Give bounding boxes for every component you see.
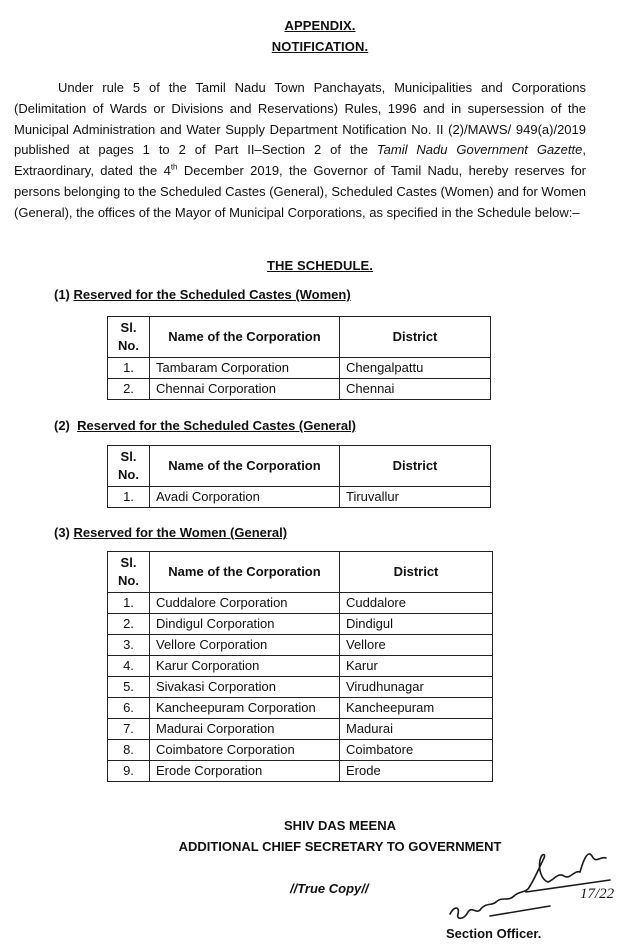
district-cell: Dindigul (340, 614, 493, 635)
table-header-row (108, 552, 493, 593)
paragraph-text-2: , Extraordinary, dated the 4 (14, 142, 586, 179)
sl-cell: 3. (108, 635, 150, 656)
schedule-table-1 (107, 316, 491, 400)
district-cell: Kancheepuram (340, 698, 493, 719)
section-heading-2 (54, 418, 356, 433)
district-header: District (340, 317, 491, 358)
signatory-name: SHIV DAS MEENA (284, 818, 396, 833)
appendix-heading: APPENDIX. (284, 18, 356, 33)
district-cell: Chengalpattu (340, 358, 491, 379)
table-row (108, 487, 491, 508)
sl-no-header: Sl. No. (108, 552, 150, 593)
table-row (108, 614, 493, 635)
section-number: (1) (54, 287, 70, 302)
corporation-cell: Coimbatore Corporation (150, 740, 340, 761)
section-heading-3 (54, 525, 287, 540)
section-number: (2) (54, 418, 70, 433)
district-cell: Coimbatore (340, 740, 493, 761)
sl-cell: 2. (108, 379, 150, 400)
district-cell: Vellore (340, 635, 493, 656)
district-header: District (340, 446, 491, 487)
district-cell: Chennai (340, 379, 491, 400)
table-row (108, 656, 493, 677)
corporation-cell: Erode Corporation (150, 761, 340, 782)
corporation-cell: Sivakasi Corporation (150, 677, 340, 698)
section-title: Reserved for the Scheduled Castes (General) (77, 418, 356, 433)
sl-cell: 1. (108, 358, 150, 379)
section-number: (3) (54, 525, 70, 540)
table-row (108, 358, 491, 379)
district-cell: Karur (340, 656, 493, 677)
table-row (108, 379, 491, 400)
corporation-cell: Dindigul Corporation (150, 614, 340, 635)
table-row (108, 740, 493, 761)
corporation-cell: Chennai Corporation (150, 379, 340, 400)
corporation-cell: Avadi Corporation (150, 487, 340, 508)
corporation-header: Name of the Corporation (150, 552, 340, 593)
schedule-title: THE SCHEDULE. (266, 258, 374, 273)
handwritten-signature (430, 836, 630, 936)
table-row (108, 761, 493, 782)
date-suffix: th (170, 162, 178, 172)
sl-no-header: Sl. No. (108, 317, 150, 358)
table-row (108, 635, 493, 656)
sl-cell: 2. (108, 614, 150, 635)
true-copy-label: //True Copy// (290, 881, 369, 896)
corporation-cell: Kancheepuram Corporation (150, 698, 340, 719)
sl-cell: 5. (108, 677, 150, 698)
gazette-name: Tamil Nadu Government Gazette (376, 142, 583, 158)
district-cell: Madurai (340, 719, 493, 740)
corporation-cell: Cuddalore Corporation (150, 593, 340, 614)
section-title: Reserved for the Women (General) (73, 525, 288, 540)
section-heading-1 (54, 287, 351, 302)
sl-cell: 9. (108, 761, 150, 782)
corporation-header: Name of the Corporation (150, 317, 340, 358)
district-cell: Virudhunagar (340, 677, 493, 698)
section-officer-label: Section Officer. (446, 926, 542, 941)
sl-cell: 8. (108, 740, 150, 761)
sl-cell: 6. (108, 698, 150, 719)
signature-date: 17/22 (580, 886, 615, 902)
sl-no-header: Sl. No. (108, 446, 150, 487)
notification-paragraph (14, 78, 586, 224)
corporation-cell: Madurai Corporation (150, 719, 340, 740)
paragraph-text-1: Under rule 5 of the Tamil Nadu Town Panchayats, Municipalities and Corporations (Delimitation of Wards or Divisions and Reservations) Rules, 1996 and in supersession of the Municipal Administration and Water Supply Department Notification No. II (2)/MAWS/ 949(a)/2019 published at pages 1 to 2 of Part II–Section 2 of the (14, 80, 586, 158)
paragraph-text-3: December 2019, the Governor of Tamil Nadu, hereby reserves for persons belonging to the Scheduled Castes (General), Scheduled Castes (Women) and for Women (General), the offices of the Mayor of Municipal Corporations, as specified in the Schedule below:– (14, 163, 587, 220)
table-header-row (108, 317, 491, 358)
sl-cell: 1. (108, 593, 150, 614)
district-header: District (340, 552, 493, 593)
corporation-cell: Vellore Corporation (150, 635, 340, 656)
district-cell: Erode (340, 761, 493, 782)
table-row (108, 719, 493, 740)
notification-heading: NOTIFICATION. (271, 39, 369, 54)
district-cell: Cuddalore (340, 593, 493, 614)
table-header-row (108, 446, 491, 487)
sl-cell: 1. (108, 487, 150, 508)
corporation-cell: Tambaram Corporation (150, 358, 340, 379)
district-cell: Tiruvallur (340, 487, 491, 508)
schedule-table-2 (107, 445, 491, 508)
table-row (108, 677, 493, 698)
schedule-table-3 (107, 551, 493, 782)
sl-cell: 7. (108, 719, 150, 740)
table-row (108, 698, 493, 719)
corporation-header: Name of the Corporation (150, 446, 340, 487)
section-title: Reserved for the Scheduled Castes (Women) (73, 287, 351, 302)
signatory-designation: ADDITIONAL CHIEF SECRETARY TO GOVERNMENT (178, 839, 502, 854)
corporation-cell: Karur Corporation (150, 656, 340, 677)
sl-cell: 4. (108, 656, 150, 677)
table-row (108, 593, 493, 614)
